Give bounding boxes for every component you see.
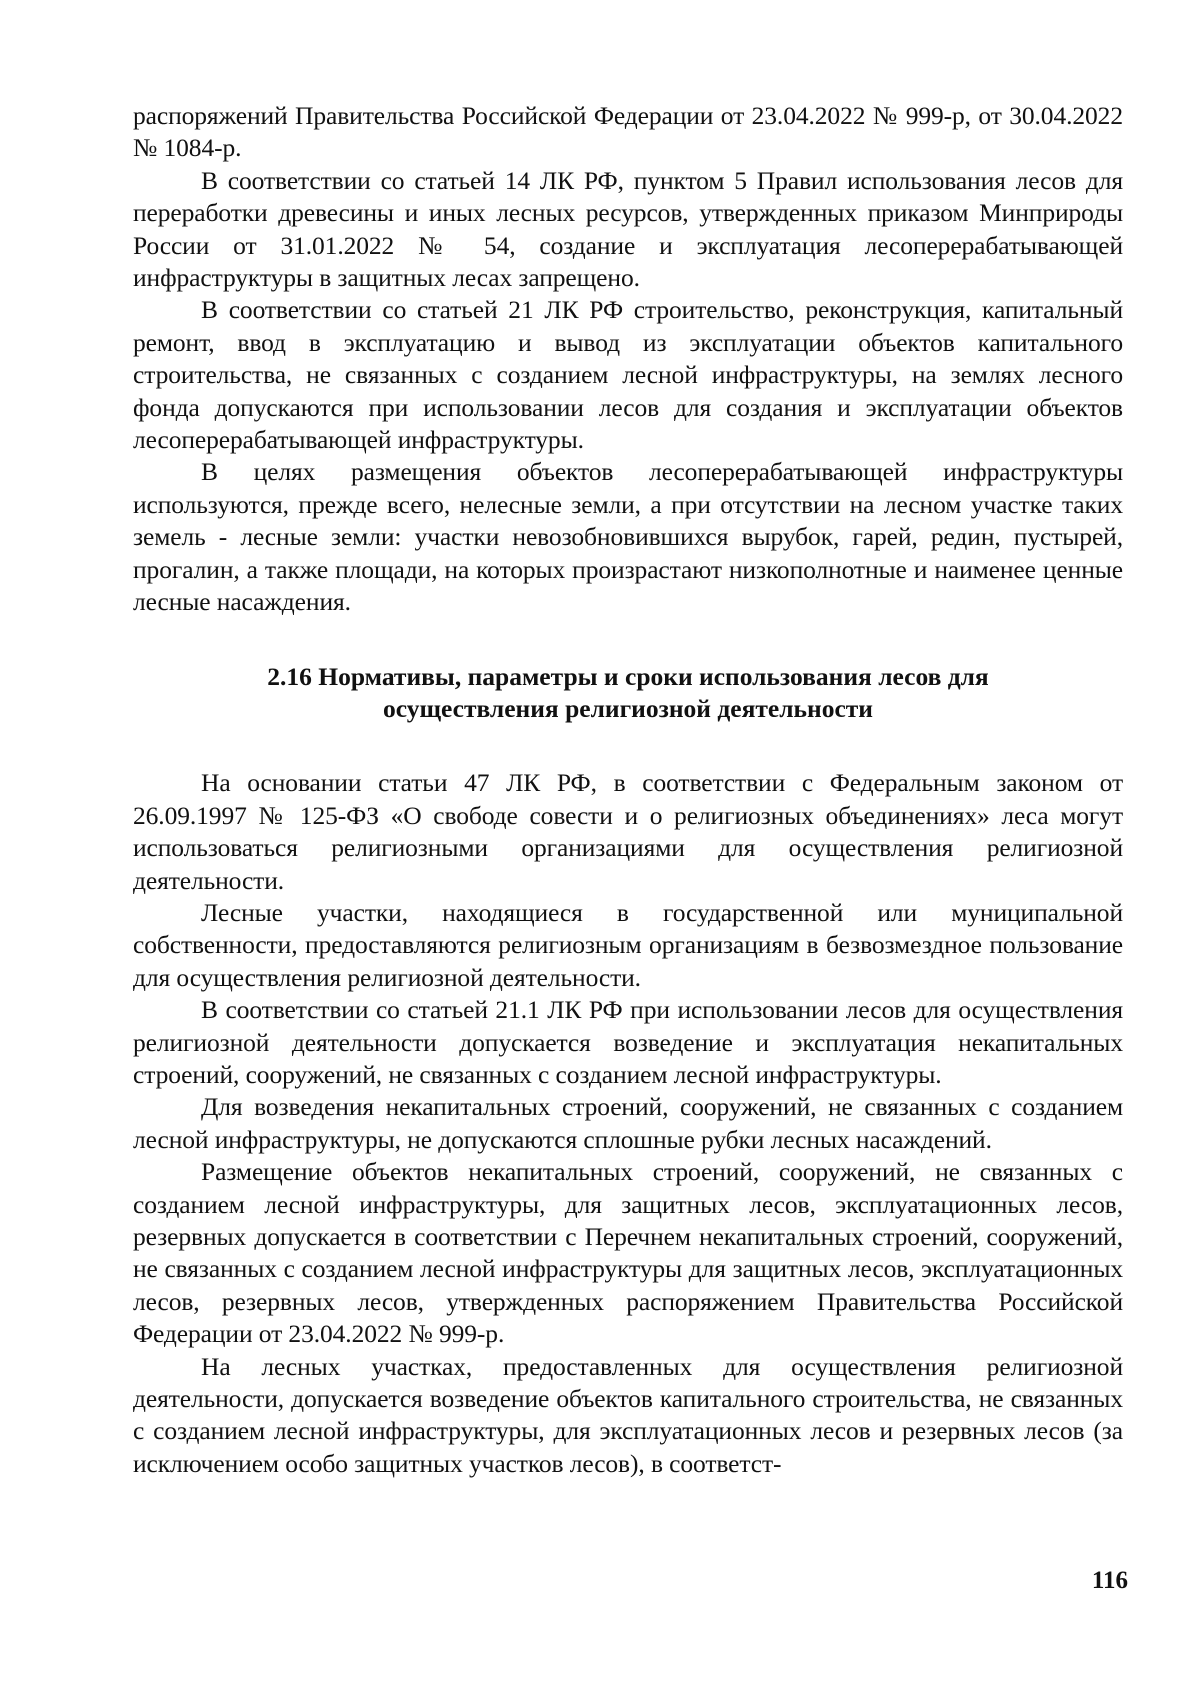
paragraph: В целях размещения объектов лесоперерабатывающей инфраструктуры используются, прежде всего, нелесные земли, а при отсутствии на лесном участке таких земель - лесные земли: участки невозобновившихся вырубок, гарей, редин, пустырей, прогалин, а также площади, на которых произрастают низкополнотные и наименее ценные лесные насаждения. bbox=[133, 457, 1123, 617]
page-number: 116 bbox=[1091, 1567, 1128, 1594]
paragraph-continued: распоряжений Правительства Российской Федерации от 23.04.2022 № 999-р, от 30.04.2022 № 1084-р. bbox=[133, 101, 1123, 163]
paragraph: Для возведения некапитальных строений, сооружений, не связанных с созданием лесной инфраструктуры, не допускаются сплошные рубки лесных насаждений. bbox=[133, 1092, 1123, 1154]
paragraph: В соответствии со статьей 14 ЛК РФ, пунктом 5 Правил использования лесов для переработки древесины и иных лесных ресурсов, утвержденных приказом Минприроды России от 31.01.2022 № 54, создание и эксплуатация лесоперерабатывающей инфраструктуры в защитных лесах запрещено. bbox=[133, 165, 1123, 293]
page-content bbox=[133, 100, 1123, 1480]
paragraph: Лесные участки, находящиеся в государственной или муниципальной собственности, предоставляются религиозным организациям в безвозмездное пользование для осуществления религиозной деятельности. bbox=[133, 897, 1123, 992]
section-heading-line: 2.16 Нормативы, параметры и сроки использования лесов для bbox=[267, 661, 989, 691]
paragraph: В соответствии со статьей 21 ЛК РФ строительство, реконструкция, капитальный ремонт, ввод в эксплуатацию и вывод из эксплуатации объектов капитального строительства, не связанных с созданием лесной инфраструктуры, на землях лесного фонда допускаются при использовании лесов для создания и эксплуатации объектов лесоперерабатывающей инфраструктуры. bbox=[133, 295, 1123, 455]
paragraph: На основании статьи 47 ЛК РФ, в соответствии с Федеральным законом от 26.09.1997 № 125-ФЗ «О свободе совести и о религиозных объединениях» леса могут использоваться религиозными организациями для осуществления религиозной деятельности. bbox=[133, 768, 1123, 895]
paragraph: Размещение объектов некапитальных строений, сооружений, не связанных с созданием лесной инфраструктуры, для защитных лесов, эксплуатационных лесов, резервных допускается в соответствии с Перечнем некапитальных строений, сооружений, не связанных с созданием лесной инфраструктуры для защитных лесов, эксплуатационных лесов, резервных лесов, утвержденных распоряжением Правительства Российской Федерации от 23.04.2022 № 999-р. bbox=[133, 1157, 1123, 1349]
section-heading bbox=[133, 661, 1123, 726]
section-heading-line: осуществления религиозной деятельности bbox=[382, 693, 873, 723]
paragraph: На лесных участках, предоставленных для осуществления религиозной деятельности, допускается возведение объектов капитального строительства, не связанных с созданием лесной инфраструктуры, для эксплуатационных лесов и резервных лесов (за исключением особо защитных участков лесов), в соответст- bbox=[133, 1351, 1123, 1478]
paragraph: В соответствии со статьей 21.1 ЛК РФ при использовании лесов для осуществления религиозной деятельности допускается возведение и эксплуатация некапитальных строений, сооружений, не связанных с созданием лесной инфраструктуры. bbox=[133, 995, 1123, 1089]
